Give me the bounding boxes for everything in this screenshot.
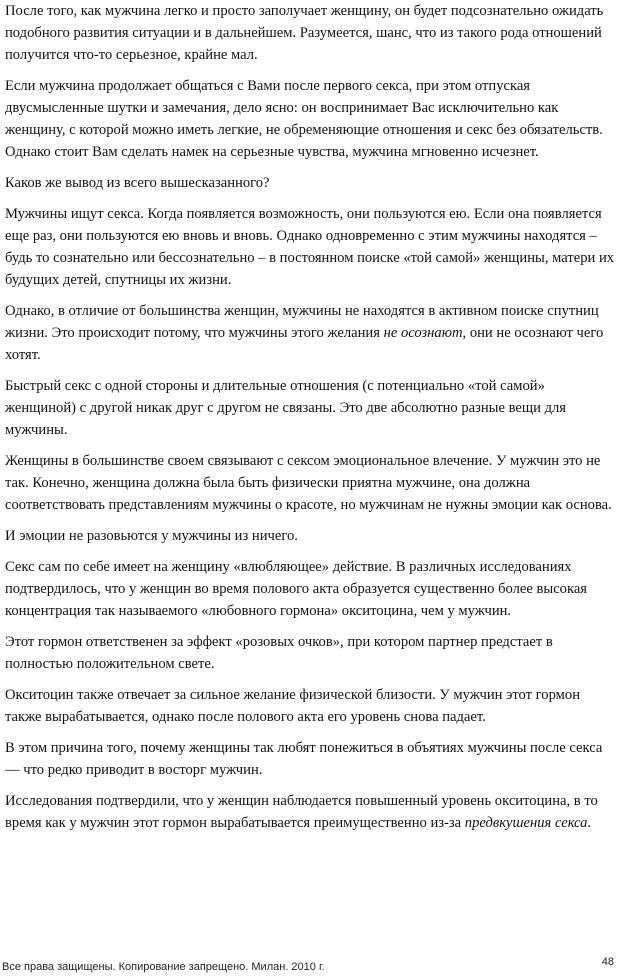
- italic-text-run: предвкушения секса: [464, 815, 588, 831]
- italic-text-run: не осознают: [383, 325, 463, 341]
- paragraph: Секс сам по себе имеет на женщину «влюбляющее» действие. В различных исследованиях подтвердилось, что у женщин во время полового акта образуется существенно более высокая концентрация так называемого «любовного гормона» окситоцина, чем у мужчин.: [5, 559, 588, 619]
- text-run: Однако, в отличие от большинства женщин, мужчины не находятся в активном поиске спутниц жизни. Это происходит потому, что мужчины этого желания: [5, 303, 599, 341]
- paragraph: Окситоцин также отвечает за сильное желание физической близости. У мужчин этот гормон также вырабатывается, однако после полового акта его уровень снова падает.: [5, 687, 580, 725]
- paragraph: [5, 790, 617, 834]
- text-run: Исследования подтвердили, что у женщин наблюдается повышенный уровень окситоцина, в то время как у мужчин этот гормон вырабатывается преимущественно из-за: [5, 793, 598, 831]
- paragraph: И эмоции не разовьются у мужчины из ничего.: [5, 528, 298, 544]
- paragraph: Если мужчина продолжает общаться с Вами после первого секса, при этом отпуская двусмысленные шутки и замечания, дело ясно: он воспринимает Вас исключительно как женщину, с которой можно иметь легкие, не обременяющие отношения и секс без обязательств. Однако стоит Вам сделать намек на серьезные чувства, мужчина мгновенно исчезнет.: [5, 78, 603, 160]
- page-body: [5, 0, 617, 843]
- page-number: 48: [601, 956, 614, 968]
- paragraph: После того, как мужчина легко и просто заполучает женщину, он будет подсознательно ожидать подобного развития ситуации и в дальнейшем. Разумеется, шанс, что из такого рода отношений получится что-то серьезное, крайне мал.: [5, 3, 604, 63]
- paragraph: Женщины в большинстве своем связывают с сексом эмоциональное влечение. У мужчин это не так. Конечно, женщина должна была быть физически приятна мужчине, она должна соответствовать представлениям мужчины о красоте, но мужчинам не нужны эмоции как основа.: [5, 453, 612, 513]
- page-footer: [2, 957, 614, 977]
- paragraph: Мужчины ищут секса. Когда появляется возможность, они пользуются ею. Если она появляется еще раз, они пользуются ею вновь и вновь. Однако одновременно с этим мужчины находятся – будь то сознательно или бессознательно – в постоянном поиске «той самой» женщины, матери их будущих детей, спутницы их жизни.: [5, 206, 615, 288]
- text-run: .: [587, 815, 592, 831]
- copyright-notice: Все права защищены. Копирование запрещено. Милан. 2010 г.: [2, 961, 325, 973]
- text-run: , они не осознают чего хотят.: [5, 325, 604, 363]
- paragraph: Каков же вывод из всего вышесказанного?: [5, 175, 270, 191]
- paragraph: В этом причина того, почему женщины так любят понежиться в объятиях мужчины после секса — что редко приводит в восторг мужчин.: [5, 740, 603, 778]
- paragraph: Этот гормон ответственен за эффект «розовых очков», при котором партнер предстает в полностью положительном свете.: [5, 634, 553, 672]
- paragraph: [5, 300, 617, 366]
- paragraph: Быстрый секс с одной стороны и длительные отношения (с потенциально «той самой» женщиной) с другой никак друг с другом не связаны. Это две абсолютно разные вещи для мужчины.: [5, 378, 567, 438]
